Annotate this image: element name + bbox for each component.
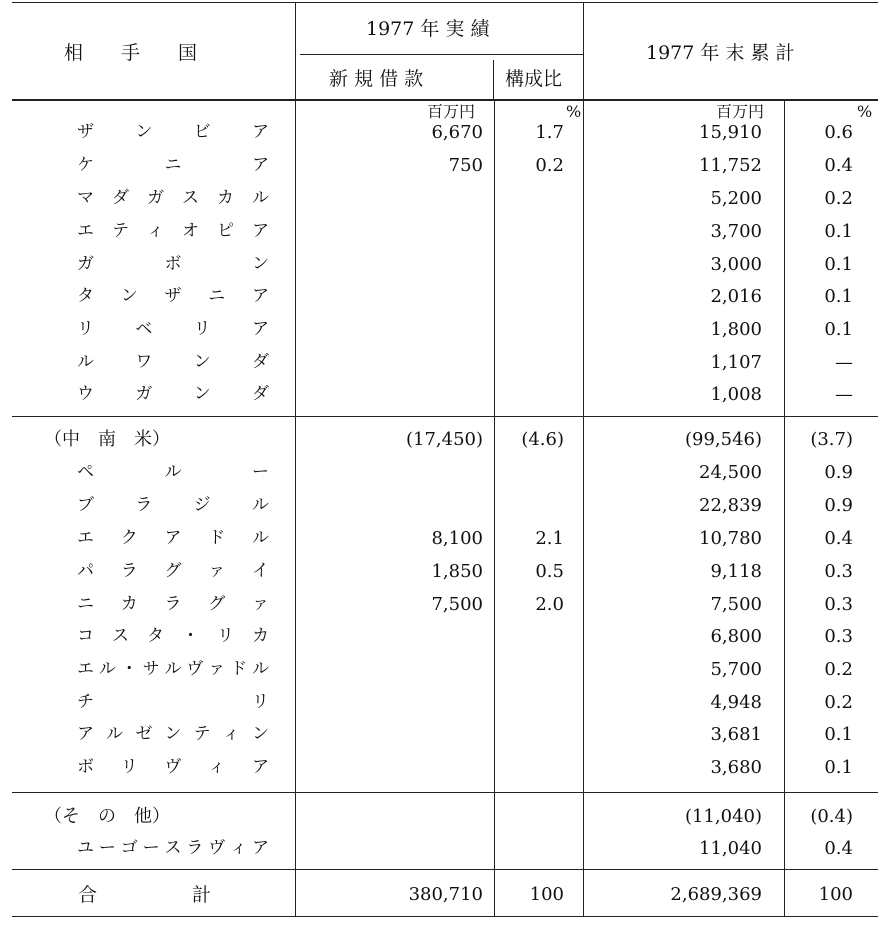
country-char: テ — [193, 724, 211, 744]
country-char: リ — [120, 757, 138, 777]
country-char: テ — [112, 221, 129, 241]
country-char: ス — [112, 626, 129, 646]
country-char: ー — [98, 838, 116, 858]
cumulative-cell: 5,200 — [710, 188, 762, 209]
country-char: ニ — [208, 286, 226, 306]
unit-cumulative: 百万円 — [716, 102, 765, 121]
country-char: ゴ — [120, 838, 138, 858]
cumulative-cell: 1,107 — [710, 352, 762, 373]
country-char: サ — [142, 659, 160, 679]
country-char: ン — [193, 384, 211, 404]
cumulative-cell: 3,680 — [710, 757, 762, 778]
country-char: リ — [77, 319, 94, 339]
country-label — [77, 157, 269, 174]
country-char: ア — [252, 155, 269, 175]
country-char: ン — [193, 352, 211, 372]
cum-ratio-cell: 0.2 — [824, 188, 853, 209]
country-char: タ — [77, 286, 94, 306]
country-label — [77, 694, 269, 711]
new-loans-cell: 6,670 — [431, 122, 483, 143]
country-char: ヴ — [208, 838, 226, 858]
country-char: リ — [217, 626, 234, 646]
cumulative-cell: 1,800 — [710, 319, 762, 340]
country-char: ァ — [208, 561, 226, 581]
col-divider-1 — [295, 2, 296, 916]
country-label — [77, 321, 269, 338]
header-partner-country: 相 手 国 — [64, 42, 198, 64]
cumulative-cell: 3,681 — [710, 724, 762, 745]
country-char: ル — [252, 528, 269, 548]
country-char: ・ — [120, 659, 138, 679]
country-char: ヴ — [186, 659, 204, 679]
total-cumulative: 2,689,369 — [670, 884, 762, 905]
cum-ratio-cell: 0.3 — [824, 626, 853, 647]
cum-ratio-cell: 0.4 — [824, 838, 853, 859]
country-char: ァ — [252, 594, 269, 614]
country-char: ジ — [193, 495, 211, 515]
country-char: エ — [77, 528, 94, 548]
new-loans-cell: 7,500 — [431, 594, 483, 615]
country-label — [77, 256, 269, 273]
group-label: （そ の 他） — [44, 806, 170, 827]
cumulative-cell: 2,016 — [710, 286, 762, 307]
country-label — [77, 563, 269, 580]
country-label — [77, 759, 269, 776]
group-divider-latam — [12, 416, 878, 417]
cum-ratio-cell: 0.1 — [824, 757, 853, 778]
country-char: パ — [77, 561, 94, 581]
country-char: ザ — [77, 122, 94, 142]
country-char: ア — [252, 757, 269, 777]
cumulative-cell: 9,118 — [710, 561, 762, 582]
cumulative-cell: 11,040 — [699, 838, 762, 859]
country-char: ピ — [217, 221, 234, 241]
country-char: ー — [142, 838, 160, 858]
country-char: ニ — [77, 594, 94, 614]
country-char: カ — [120, 594, 138, 614]
country-char: ガ — [77, 254, 94, 274]
country-char: ル — [77, 352, 94, 372]
cum-ratio-cell: (3.7) — [810, 429, 853, 450]
country-char: コ — [77, 626, 94, 646]
country-char: ィ — [208, 757, 226, 777]
country-char: チ — [77, 692, 94, 712]
country-char: ス — [182, 188, 199, 208]
cum-ratio-cell: — — [835, 384, 853, 405]
country-char: カ — [217, 188, 234, 208]
total-ratio: 100 — [529, 884, 564, 905]
cum-ratio-cell: (0.4) — [810, 806, 853, 827]
country-char: ・ — [182, 626, 199, 646]
country-char: ン — [164, 724, 182, 744]
country-char: ワ — [135, 352, 153, 372]
country-char: タ — [147, 626, 164, 646]
new-loans-cell: (17,450) — [405, 429, 483, 450]
country-char: ボ — [164, 254, 182, 274]
cum-ratio-cell: 0.1 — [824, 724, 853, 745]
country-label — [77, 840, 269, 857]
col-divider-3 — [583, 2, 584, 916]
country-label — [77, 288, 269, 305]
country-char: ア — [164, 528, 182, 548]
country-char: ィ — [147, 221, 164, 241]
cum-ratio-cell: 0.1 — [824, 319, 853, 340]
cumulative-cell: (11,040) — [684, 806, 762, 827]
cum-ratio-cell: 0.1 — [824, 254, 853, 275]
cumulative-cell: 10,780 — [699, 528, 762, 549]
new-loans-cell: 750 — [448, 155, 483, 176]
country-char: ア — [252, 286, 269, 306]
country-char: ダ — [251, 384, 269, 404]
country-char: ビ — [193, 122, 211, 142]
country-char: ル — [164, 659, 182, 679]
ratio-cell: 1.7 — [535, 122, 564, 143]
country-char: ィ — [230, 838, 248, 858]
country-char: グ — [164, 561, 182, 581]
country-char: ボ — [77, 757, 94, 777]
country-char: ア — [251, 319, 269, 339]
cumulative-cell: 3,700 — [710, 221, 762, 242]
country-char: イ — [252, 561, 269, 581]
country-char: グ — [208, 594, 226, 614]
cum-ratio-cell: 0.3 — [824, 594, 853, 615]
country-label — [77, 386, 269, 403]
country-char: オ — [182, 221, 199, 241]
ratio-cell: 0.2 — [535, 155, 564, 176]
country-char: ン — [135, 122, 153, 142]
country-char: ン — [252, 254, 269, 274]
country-char: ラ — [186, 838, 204, 858]
country-char: ダ — [112, 188, 129, 208]
col-divider-2 — [493, 60, 494, 100]
country-label — [77, 596, 269, 613]
country-char: ケ — [77, 155, 94, 175]
total-cum-ratio: 100 — [818, 884, 853, 905]
country-char: ユ — [77, 838, 94, 858]
country-char: ル — [252, 659, 269, 679]
country-char: ア — [77, 724, 94, 744]
group-label: （中 南 米） — [44, 429, 170, 450]
unit-loans: 百万円 — [427, 102, 476, 121]
country-char: ィ — [222, 724, 240, 744]
country-char: ァ — [208, 659, 226, 679]
country-char: エ — [77, 221, 94, 241]
country-char: ー — [252, 462, 269, 482]
total-divider — [12, 869, 878, 870]
country-label — [77, 464, 269, 481]
col-divider-2b — [494, 101, 495, 916]
unit-cum-ratio: % — [857, 102, 873, 121]
new-loans-cell: 8,100 — [431, 528, 483, 549]
cum-ratio-cell: 0.2 — [824, 692, 853, 713]
country-char: ヴ — [164, 757, 182, 777]
country-char: ア — [252, 221, 269, 241]
cumulative-cell: 7,500 — [710, 594, 762, 615]
total-label: 合 計 — [78, 884, 212, 906]
table-bottom-border — [12, 916, 878, 917]
cum-ratio-cell: — — [835, 352, 853, 373]
new-loans-cell: 1,850 — [431, 561, 483, 582]
header-composition: 構成比 — [505, 68, 563, 90]
country-char: ニ — [164, 155, 182, 175]
group-divider-other — [12, 792, 878, 793]
country-char: ル — [98, 659, 116, 679]
cumulative-cell: 5,700 — [710, 659, 762, 680]
cum-ratio-cell: 0.9 — [824, 495, 853, 516]
header-new-loans: 新 規 借 款 — [329, 68, 424, 90]
country-char: ザ — [164, 286, 182, 306]
country-label — [77, 628, 269, 645]
country-char: ド — [230, 659, 248, 679]
country-label — [77, 726, 269, 743]
country-char: ラ — [135, 495, 153, 515]
country-label — [77, 223, 269, 240]
header-divider — [12, 99, 878, 101]
country-label — [77, 354, 269, 371]
cumulative-cell: 4,948 — [710, 692, 762, 713]
country-char: ル — [164, 462, 182, 482]
country-char: ル — [251, 495, 269, 515]
cumulative-cell: 1,008 — [710, 384, 762, 405]
cum-ratio-cell: 0.1 — [824, 221, 853, 242]
country-label — [77, 190, 269, 207]
unit-ratio: % — [566, 102, 582, 121]
ratio-cell: (4.6) — [521, 429, 564, 450]
subheader-divider — [300, 54, 583, 55]
cumulative-cell: (99,546) — [684, 429, 762, 450]
country-char: リ — [193, 319, 211, 339]
total-loans: 380,710 — [408, 884, 483, 905]
ratio-cell: 2.0 — [535, 594, 564, 615]
cum-ratio-cell: 0.2 — [824, 659, 853, 680]
cumulative-cell: 3,000 — [710, 254, 762, 275]
table-top-border — [12, 2, 878, 3]
country-char: ル — [106, 724, 124, 744]
cumulative-cell: 24,500 — [699, 462, 762, 483]
country-char: ス — [164, 838, 182, 858]
cumulative-cell: 15,910 — [699, 122, 762, 143]
country-char: ク — [120, 528, 138, 548]
ratio-cell: 2.1 — [535, 528, 564, 549]
country-char: マ — [77, 188, 94, 208]
country-char: ン — [251, 724, 269, 744]
country-char: ウ — [77, 384, 94, 404]
country-char: ガ — [147, 188, 164, 208]
cum-ratio-cell: 0.4 — [824, 155, 853, 176]
cum-ratio-cell: 0.1 — [824, 286, 853, 307]
country-char: ア — [252, 838, 269, 858]
country-label — [77, 497, 269, 514]
cumulative-cell: 11,752 — [699, 155, 762, 176]
country-label — [77, 661, 269, 678]
country-label — [77, 530, 269, 547]
cumulative-cell: 6,800 — [710, 626, 762, 647]
country-char: ブ — [77, 495, 94, 515]
country-char: ル — [252, 188, 269, 208]
country-char: ペ — [77, 462, 94, 482]
country-char: ラ — [164, 594, 182, 614]
country-char: ダ — [251, 352, 269, 372]
country-char: ラ — [120, 561, 138, 581]
country-char: カ — [252, 626, 269, 646]
country-char: ン — [120, 286, 138, 306]
cum-ratio-cell: 0.3 — [824, 561, 853, 582]
cumulative-cell: 22,839 — [699, 495, 762, 516]
cum-ratio-cell: 0.9 — [824, 462, 853, 483]
ratio-cell: 0.5 — [535, 561, 564, 582]
cum-ratio-cell: 0.4 — [824, 528, 853, 549]
country-char: ア — [251, 122, 269, 142]
cum-ratio-cell: 0.6 — [824, 122, 853, 143]
country-label — [77, 124, 269, 141]
country-char: エ — [77, 659, 94, 679]
col-divider-4 — [784, 101, 785, 916]
header-cumulative-1977: 1977 年 末 累 計 — [646, 42, 795, 64]
header-actual-1977: 1977 年 実 績 — [366, 18, 490, 40]
country-char: ド — [208, 528, 226, 548]
country-char: ベ — [135, 319, 153, 339]
country-char: ガ — [135, 384, 153, 404]
country-char: リ — [252, 692, 269, 712]
country-char: ゼ — [135, 724, 153, 744]
